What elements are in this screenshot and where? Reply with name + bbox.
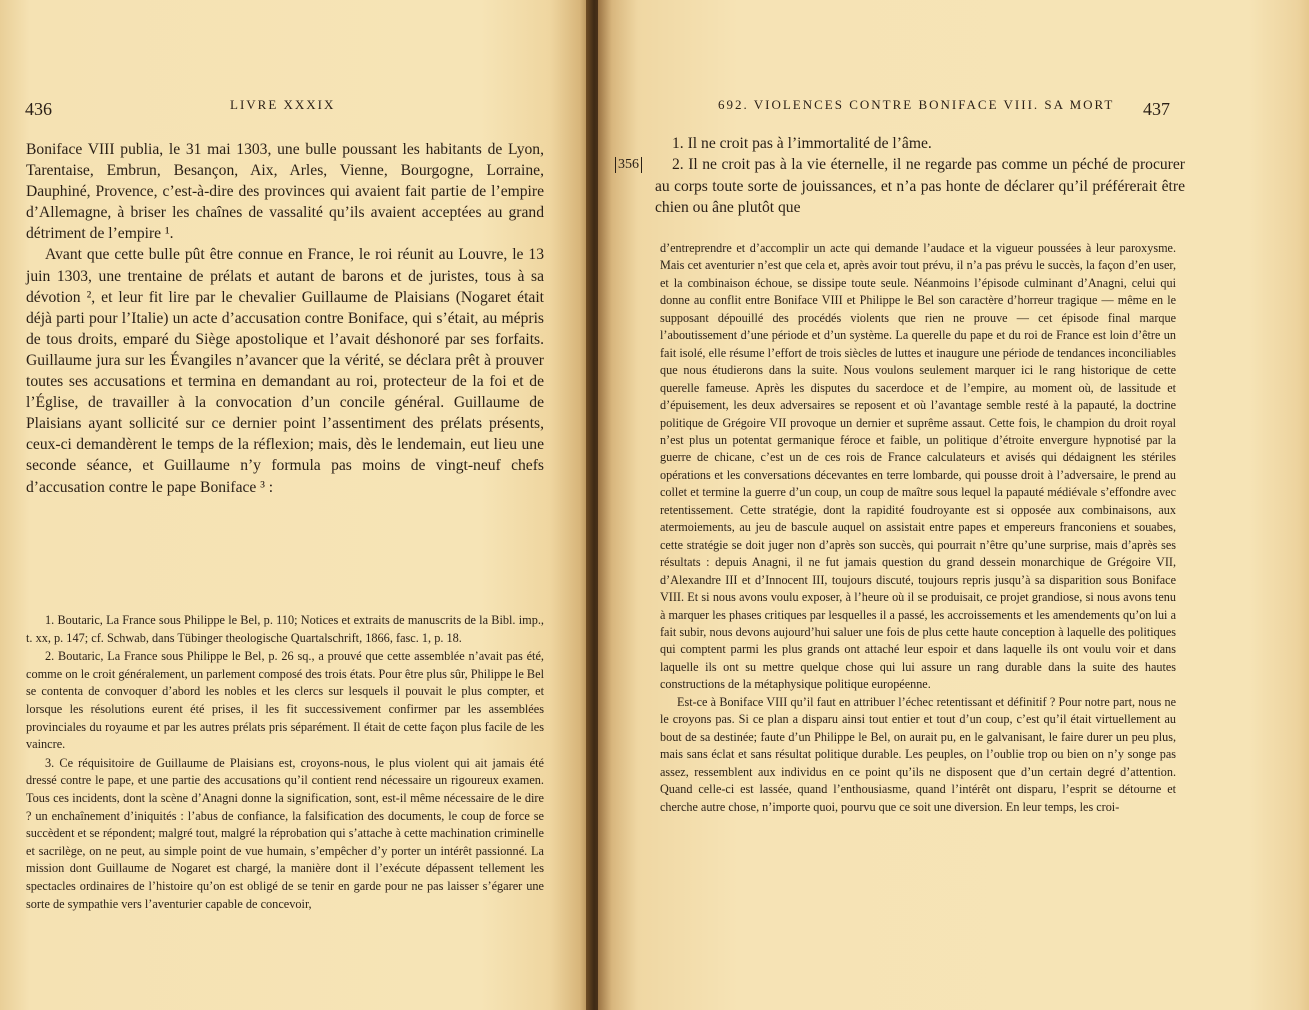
list-item: 2. Il ne croit pas à la vie éternelle, il ne regarde pas comme un péché de procurer au corps toute sorte de jouissances, et n’a pas honte de déclarer qu’il préférerait être chien ou âne plutôt que	[655, 156, 1185, 216]
paragraph: Avant que cette bulle pût être connue en France, le roi réunit au Louvre, le 13 juin 1303, une trentaine de prélats et autant de barons et de juristes, tous à sa dévotion ², et leur fit lire par le chevalier Guillaume de Plaisians (Nogaret était déjà parti pour l’Italie) un acte d’accusation contre Boniface, qui s’était, au mépris de tous droits, emparé du Siège apostolique et l’avait déshonoré par ses forfaits. Guillaume jura sur les Évangiles n’avancer que la vérité, se déclara prêt à prouver toutes ses accusations et termina en demandant au roi, protecteur de la foi et de l’Église, de travailler à la convocation d’un concile général. Guillaume de Plaisians ayant sollicité sur ce dernier point l’assentiment des prélats présents, ceux-ci demandèrent le temps de la réflexion; mais, dès le lendemain, eut lieu une seconde séance, et Guillaume n’y formula pas moins de vingt-neuf chefs d’accusation contre le pape Boniface ³ :	[26, 246, 544, 496]
footnote: 2. Boutaric, La France sous Philippe le Bel, p. 26 sq., a prouvé que cette assemblée n’avait pas été, comme on le croit généralement, un parlement composé des trois états. Pour être plus sûr, Philippe le Bel se contenta de convoquer d’abord les nobles et les clercs sur lesquels il pouvait le plus compter, et lorsque les résolutions eurent été prises, il les fit successivement confirmer par les assemblées provinciales du royaume et par les autres prélats pris séparément. Il était de cette façon plus facile de les vaincre.	[26, 649, 544, 752]
page-number-left: 436	[25, 99, 52, 119]
note-paragraph: Est-ce à Boniface VIII qu’il faut en attribuer l’échec retentissant et définitif ? Pour notre part, nous ne le croyons pas. Si ce plan a disparu ainsi tout entier et tout d’un coup, c’est qu’il était virtuellement au bout de sa destinée; faute d’un Philippe le Bel, on aurait pu, en le galvanisant, le faire durer un peu plus, mais sans éclat et sans résultat politique durable. Les peuples, on l’oublie trop ou bien on n’y songe pas assez, ressemblent aux individus en ce point qu’ils ne disposent que d’un certain degré d’attention. Quand celle-ci est lassée, quand l’enthousiasme, quand l’intérêt ont disparu, l’esprit se détourne et cherche autre chose, n’importe quoi, pourvu que ce soit une diversion. En leur temps, les croi-	[660, 694, 1176, 814]
running-head-left: LIVRE XXXIX	[230, 97, 336, 112]
note-paragraph: d’entreprendre et d’accomplir un acte qui demande l’audace et la vigueur poussées à leur paroxysme. Mais cet aventurier n’est que cela et, après avoir tout prévu, il n’a pas prévu le succès, la façon d’en user, et la combinaison échoue, se dissipe toute seule. Néanmoins l’épisode culminant d’Anagni, celui qui donne au conflit entre Boniface VIII et Philippe le Bel son caractère d’horreur tragique — même en le supposant dépouillé des procédés violents que rien ne prouve — cet épisode final marque l’aboutissement d’une période et d’un système. La querelle du pape et du roi de France est loin d’être un fait isolé, elle résume l’effort de trois siècles de luttes et inaugure une période de tendances inconciliables que nous étudierons dans la suite. Nous voulons seulement marquer ici le rang historique de cette querelle fameuse. Après les disputes du sacerdoce et de l’empire, au moment où, de lassitude et d’épuisement, les deux adversaires se reposent et où l’avantage semble resté à la papauté, la doctrine politique de Grégoire VII provoque un dernier et suprême assaut. Cette fois, le champion du droit royal n’est plus un potentat germanique féroce et faible, un politique d’étroite envergure hypnotisé par la guerre de chicane, c’est un de ces rois de France calculateurs et avisés qui dédaignent les stériles opérations et les conversations décevantes en terre lombarde, qui pousse droit à l’adversaire, le prend au collet et termine la guerre d’un coup, un coup de maître sous lequel la papauté médiévale s’effondre avec retentissement. Cette stratégie, dont la rapidité foudroyante est si opposée aux combinaisons, aux atermoiements, au jeu de bascule auquel on assistait entre papes et empereurs franconiens et souabes, cette stratégie se doit juger non d’après son succès, qui pourrait n’être qu’une surprise, mais d’après ses résultats : depuis Anagni, il ne fut jamais question du grand dessein monarchique de Grégoire VII, d’Alexandre III et d’Innocent III, toujours discuté, toujours repris jusqu’à sa disparition sous Boniface VIII. Et si nous avons voulu exposer, à l’heure où il se produisait, ce projet grandiose, si nous avons tenu à marquer les phases critiques par lesquelles il a passé, les accroissements et les amendements qu’on lui a fait subir, nous devons aujourd’hui saluer une fois de plus cette haute conception à laquelle des politiques qui comptent parmi les plus grands ont attaché leur espoir et dans laquelle ils ont voulu voir et dans laquelle ils ont su mettre quelque chose qui lui assure un rang durable dans la suite des hautes constructions de la métaphysique politique européenne.	[660, 241, 1176, 692]
list-item: 1. Il ne croit pas à l’immortalité de l’âme.	[672, 135, 932, 152]
page-number-right: 437	[1143, 99, 1170, 119]
footnote: 3. Ce réquisitoire de Guillaume de Plaisians est, croyons-nous, le plus violent qui ait jamais été dressé contre le pape, et une partie des accusations qu’il contient rend nécessaire un rigoureux examen. Tous ces incidents, dont la scène d’Anagni donne la signification, sont, est-il même nécessaire de le dire ? un enchaînement d’iniquités : l’abus de confiance, la falsification des documents, le coup de force se succèdent et se répondent; malgré tout, malgré la réprobation qui s’attache à cette machination criminelle et sacrilège, on ne peut, au simple point de vue humain, s’empêcher d’y porter un intérêt passionné. La mission dont Guillaume de Nogaret est chargé, la manière dont il l’exécute dépassent tellement les spectacles ordinaires de l’histoire qu’on est obligé de se tenir en garde pour ne pas laisser s’égarer une sorte de sympathie vers l’aventurier capable de concevoir,	[26, 755, 544, 911]
main-text-left	[26, 139, 544, 498]
right-page	[598, 0, 1309, 1010]
paragraph: Boniface VIII publia, le 31 mai 1303, une bulle poussant les habitants de Lyon, Tarentaise, Embrun, Besançon, Aix, Arles, Vienne, Bourgogne, Lorraine, Dauphiné, Provence, c’est-à-dire des provinces qui avaient fait partie de l’empire d’Allemagne, à briser les chaînes de vassalité qu’ils avaient acceptées au grand détriment de l’empire ¹.	[26, 141, 544, 243]
footnotes-left	[26, 612, 544, 913]
margin-page-reference: 356	[615, 157, 642, 173]
accusation-list	[655, 133, 1185, 218]
left-page	[0, 0, 592, 1010]
footnote: 1. Boutaric, La France sous Philippe le Bel, p. 110; Notices et extraits de manuscrits de la Bibl. imp., t. xx, p. 147; cf. Schwab, dans Tübinger theologische Quartalschrift, 1866, fasc. 1, p. 18.	[26, 613, 544, 645]
running-head-right: 692. VIOLENCES CONTRE BONIFACE VIII. SA MORT	[718, 97, 1115, 112]
footnote-continuation	[660, 240, 1176, 816]
